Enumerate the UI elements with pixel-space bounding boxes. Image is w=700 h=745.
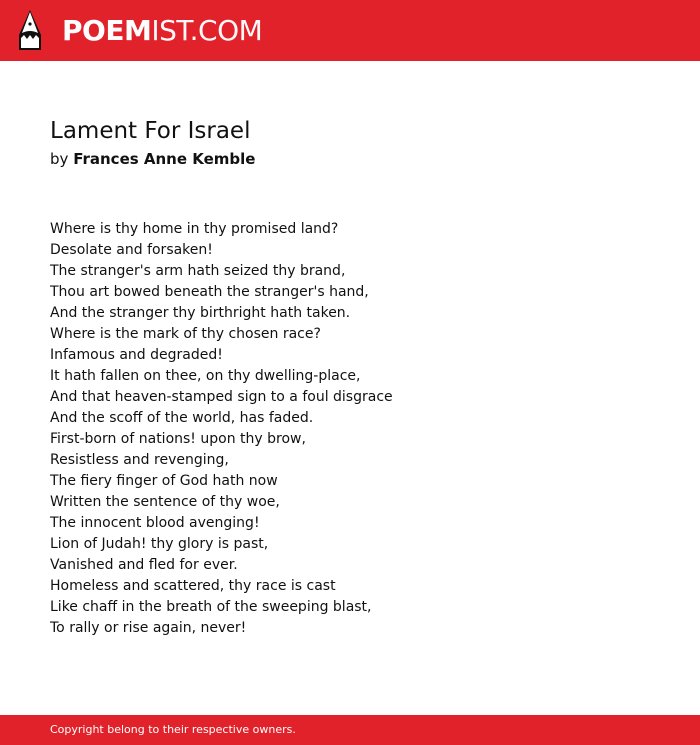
poem-body [50, 219, 650, 639]
poem-line: To rally or rise again, never! [50, 620, 247, 636]
poem-line: Infamous and degraded! [50, 347, 223, 363]
copyright-notice: Copyright belong to their respective owners. [50, 723, 296, 736]
poem-line: Homeless and scattered, thy race is cast [50, 578, 336, 594]
poem-line: First-born of nations! upon thy brow, [50, 431, 306, 447]
pen-nib-icon[interactable] [17, 9, 43, 52]
poem-line: Thou art bowed beneath the stranger's hand, [50, 284, 369, 300]
by-label: by [50, 150, 69, 168]
site-header [0, 0, 700, 61]
poem-byline [50, 148, 255, 170]
site-logo[interactable] [62, 10, 262, 52]
poem-line: And that heaven-stamped sign to a foul disgrace [50, 389, 393, 405]
logo-text-light: IST.COM [151, 14, 263, 47]
poem-line: The innocent blood avenging! [50, 515, 260, 531]
poem-author: Frances Anne Kemble [73, 150, 256, 168]
poem-line: Where is the mark of thy chosen race? [50, 326, 321, 342]
poem-line: Resistless and revenging, [50, 452, 229, 468]
poem-line: Lion of Judah! thy glory is past, [50, 536, 269, 552]
poem-line: Where is thy home in thy promised land? [50, 221, 339, 237]
poem-line: The stranger's arm hath seized thy brand, [50, 263, 346, 279]
poem-line: Desolate and forsaken! [50, 242, 213, 258]
poem-line: And the stranger thy birthright hath taken. [50, 305, 351, 321]
poem-line: The fiery finger of God hath now [50, 473, 278, 489]
poem-line: Vanished and fled for ever. [50, 557, 238, 573]
site-footer [0, 715, 700, 745]
poem-line: Written the sentence of thy woe, [50, 494, 280, 510]
poem-title: Lament For Israel [50, 118, 251, 144]
poem-line: Like chaff in the breath of the sweeping blast, [50, 599, 372, 615]
poem-line: It hath fallen on thee, on thy dwelling-place, [50, 368, 361, 384]
logo-text-strong: POEM [62, 14, 152, 47]
poem-line: And the scoff of the world, has faded. [50, 410, 314, 426]
